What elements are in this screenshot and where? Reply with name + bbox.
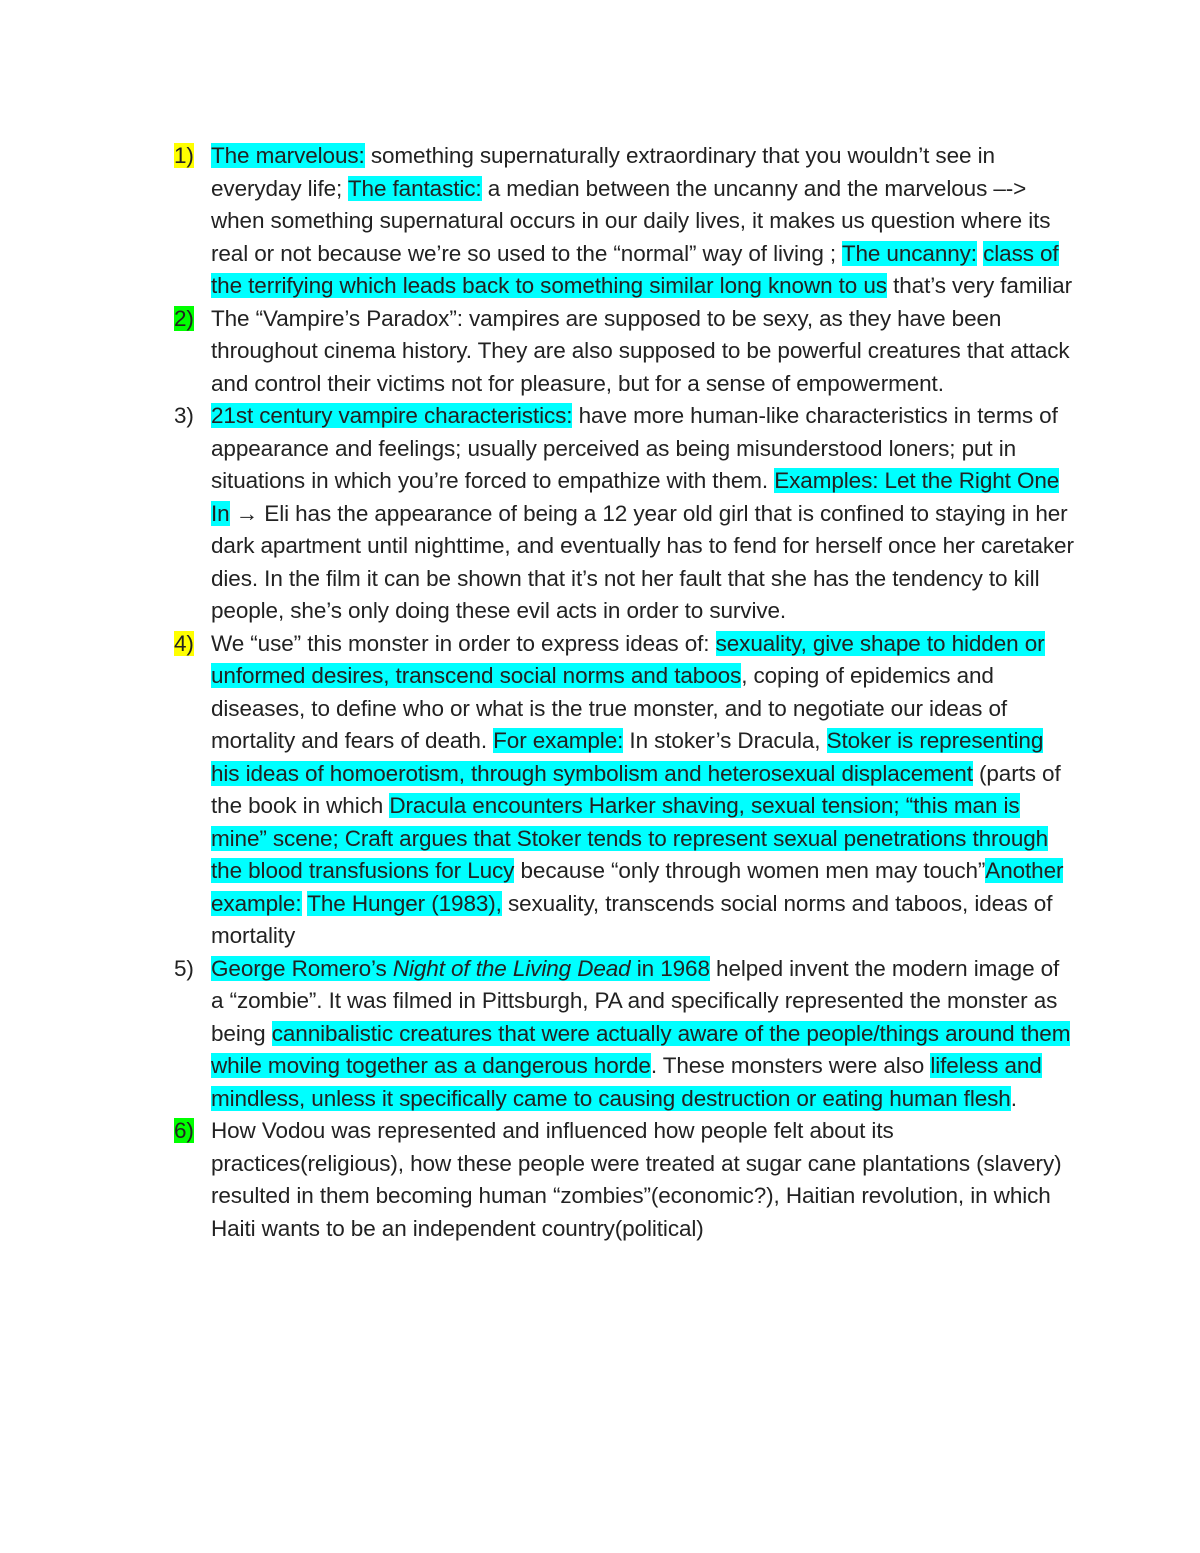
highlighted-text: Stoker is representing his ideas of homoerotism, through symbolism and heterosexual displacement [211, 728, 1044, 786]
list-item-number [174, 303, 211, 336]
text-run: We “use” this monster in order to express ideas of: [211, 630, 716, 656]
list-item-number [174, 400, 211, 433]
list-item-text [211, 953, 1074, 1116]
list-number-label: 3) [174, 403, 194, 428]
list-item-text [211, 400, 1074, 628]
text-run: , coping of epidemics and diseases, to define who or what is the true monster, and to negotiate our ideas of mortality and fears of death. [211, 663, 1008, 753]
list-item [174, 1115, 1074, 1245]
highlighted-text: lifeless and mindless, unless it specifically came to causing destruction or eating human flesh [211, 1053, 1042, 1111]
text-run: helped invent the modern image of a “zombie”. It was filmed in Pittsburgh, PA and specifically represented the monster as being [211, 955, 1060, 1046]
list-item [174, 400, 1074, 628]
highlighted-text: Examples: Let the Right One In [211, 468, 1060, 526]
text-run: The “Vampire’s Paradox”: vampires are supposed to be sexy, as they have been throughout cinema history. They are also supposed to be powerful creatures that attack and control their victims not for pleasure, but for a sense of empowerment. [211, 305, 1070, 396]
highlighted-text: class of the terrifying which leads back to something similar long known to us [211, 240, 1059, 298]
highlighted-text: in 1968 [630, 955, 710, 981]
list-number-label: 5) [174, 955, 194, 981]
highlighted-text: cannibalistic creatures that were actually aware of the people/things around them while moving together as a dangerous horde [211, 1020, 1071, 1078]
list-item-text [211, 1115, 1074, 1245]
text-run: → Eli has the appearance of being a 12 year old girl that is confined to staying in her dark apartment until nighttime, and eventually has to fend for herself once her caretaker dies. In the film it can be shown that it’s not her fault that she has the tendency to kill people, she’s only doing these evil acts in order to survive. [211, 500, 1074, 623]
highlighted-text: Dracula encounters Harker shaving, sexual tension; “this man is mine” scene; Craft argues that Stoker tends to represent sexual penetrations through the blood transfusions for Lucy [211, 793, 1049, 883]
list-item-text [211, 140, 1074, 303]
list-number-label: 6) [174, 1118, 194, 1143]
text-run: because “only through women men may touch” [514, 858, 986, 883]
list-number-label: 1) [174, 143, 194, 168]
list-item [174, 303, 1074, 401]
text-run: . [1010, 1085, 1017, 1111]
list-item [174, 953, 1074, 1116]
text-run: have more human-like characteristics in terms of appearance and feelings; usually perceived as being misunderstood loners; put in situations in which you’re forced to empathize with them. [211, 403, 1058, 493]
highlighted-text: sexuality, give shape to hidden or unformed desires, transcend social norms and taboos [211, 630, 1045, 688]
list-item [174, 628, 1074, 953]
list-item-number [174, 140, 211, 173]
highlighted-text: 21st century vampire characteristics: [211, 403, 573, 428]
list-number-label: 2) [174, 305, 194, 331]
highlighted-text: For example: [493, 728, 624, 753]
text-run: . These monsters were also [650, 1053, 931, 1078]
text-run: (parts of the book in which [211, 760, 1061, 818]
text-run: that’s very familiar [886, 273, 1072, 298]
text-run: In stoker’s Dracula, [623, 728, 827, 753]
list-item-text [211, 628, 1074, 953]
list-item-text [211, 303, 1074, 401]
list-item-number [174, 953, 211, 986]
list-number-label: 4) [174, 630, 194, 656]
highlighted-text: Another example: [211, 858, 1064, 916]
text-run: sexuality, transcends social norms and taboos, ideas of mortality [211, 890, 1053, 948]
highlighted-text: The fantastic: [347, 175, 482, 201]
list-item [174, 140, 1074, 303]
highlighted-text: George Romero’s [211, 955, 393, 981]
highlighted-text: The Hunger (1983), [307, 890, 502, 916]
highlighted-text: The marvelous: [211, 143, 365, 168]
list-item-number [174, 628, 211, 661]
text-run: How Vodou was represented and influenced how people felt about its practices(religious), how these people were treated at sugar cane plantations (slavery) resulted in them becoming human “zombies”(economic?), Haitian revolution, in which Haiti wants to be an independent country(political) [211, 1118, 1062, 1241]
text-run: a median between the uncanny and the marvelous –-> when something supernatural occurs in our daily lives, it makes us question where its real or not because we’re so used to the “normal” way of living ; [211, 175, 1051, 266]
highlighted-text: Night of the Living Dead [392, 955, 631, 981]
text-run: something supernaturally extraordinary that you wouldn’t see in everyday life; [211, 143, 995, 201]
list-item-number [174, 1115, 211, 1148]
highlighted-text: The uncanny: [841, 240, 977, 266]
numbered-list [174, 140, 1074, 1245]
